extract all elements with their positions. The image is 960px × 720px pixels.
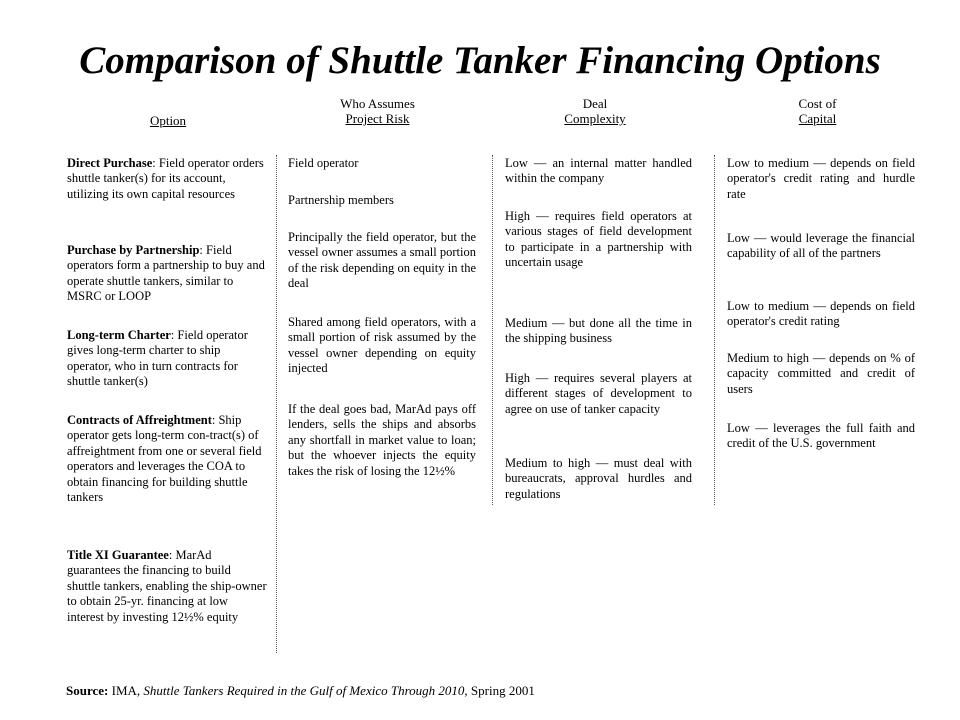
complexity-cell: High — requires field operators at various stages of field development to participate in a partnership with uncertain usage	[505, 209, 692, 270]
option-desc: Field operator gives long-term charter to ship operator, who in turn contracts for shuttle tanker(s)	[67, 328, 248, 389]
option-name: Title XI Guarantee	[67, 548, 169, 562]
risk-cell: Principally the field operator, but the vessel owner assumes a small portion of the risk depending on equity in the deal	[288, 230, 476, 291]
risk-cell: Partnership members	[288, 193, 394, 207]
option-name: Long-term Charter	[67, 328, 171, 342]
option-contracts-of-affreightment	[67, 413, 267, 548]
complexity-cell: High — requires several players at different stages of development to agree on use of tanker capacity	[505, 371, 692, 416]
option-sep: :	[211, 413, 216, 427]
option-desc: MarAd guarantees the financing to build shuttle tankers, enabling the ship-owner to obtain 25-yr. financing at low interest by investing 12½% equity	[67, 548, 267, 624]
header-risk-line-1: Who Assumes	[340, 96, 415, 111]
complexity-cell: Low — an internal matter handled within the company	[505, 156, 692, 186]
complexity-cell: Medium to high — must deal with bureaucrats, approval hurdles and regulations	[505, 456, 692, 501]
option-column	[67, 156, 267, 625]
column-divider	[492, 155, 493, 505]
cost-cell: Low — would leverage the financial capability of all of the partners	[727, 231, 915, 261]
source-publication: Shuttle Tankers Required in the Gulf of Mexico Through 2010	[143, 683, 465, 698]
header-complexity	[535, 96, 655, 126]
column-divider	[276, 155, 277, 653]
risk-cell: Shared among field operators, with a small portion of risk assumed by the vessel owner depending on equity injected	[288, 315, 476, 376]
header-option-line-1: Option	[149, 113, 187, 128]
source-label: Source:	[66, 683, 109, 698]
option-name: Contracts of Affreightment	[67, 413, 212, 427]
header-cost	[770, 96, 865, 126]
complexity-column	[505, 156, 692, 502]
header-cost-line-2: Capital	[798, 111, 837, 126]
column-divider	[714, 155, 715, 505]
page-title: Comparison of Shuttle Tanker Financing Options	[79, 39, 881, 82]
source-citation	[66, 683, 535, 699]
option-sep: :	[199, 243, 203, 257]
header-option	[118, 113, 218, 128]
option-desc: Ship operator gets long-term con-tract(s) of affreightment from one or several field operators and leverages the COA to obtain financing for building shuttle tankers	[67, 413, 262, 505]
option-title-xi-guarantee	[67, 548, 267, 625]
risk-cell: Field operator	[288, 156, 359, 170]
cost-cell: Medium to high — depends on % of capacity committed and credit of users	[727, 351, 915, 396]
option-sep: :	[152, 156, 156, 170]
source-date: , Spring 2001	[464, 683, 535, 698]
source-org: IMA,	[108, 683, 144, 698]
cost-cell: Low to medium — depends on field operator's credit rating and hurdle rate	[727, 156, 915, 201]
option-sep: :	[170, 328, 175, 342]
header-risk-line-2: Project Risk	[345, 111, 410, 126]
option-sep: :	[168, 548, 173, 562]
option-long-term-charter	[67, 328, 267, 413]
option-desc: Field operator orders shuttle tanker(s) for its account, utilizing its own capital resources	[67, 156, 264, 201]
risk-column	[288, 156, 476, 479]
header-risk	[300, 96, 455, 126]
option-name: Direct Purchase	[67, 156, 153, 170]
complexity-cell: Medium — but done all the time in the shipping business	[505, 316, 692, 346]
option-name: Purchase by Partnership	[67, 243, 200, 257]
option-purchase-by-partnership	[67, 243, 267, 328]
option-direct-purchase	[67, 156, 267, 243]
cost-column	[727, 156, 915, 452]
header-complexity-line-1: Deal	[582, 96, 608, 111]
option-desc: Field operators form a partnership to buy and operate shuttle tankers, similar to MSRC or LOOP	[67, 243, 265, 304]
header-cost-line-1: Cost of	[798, 96, 837, 111]
risk-cell: If the deal goes bad, MarAd pays off lenders, sells the ships and absorbs any shortfall in market value to loan; but the whoever injects the equity takes the risk of losing the 12½%	[288, 402, 476, 478]
cost-cell: Low to medium — depends on field operator's credit rating	[727, 299, 915, 329]
header-complexity-line-2: Complexity	[564, 111, 626, 126]
cost-cell: Low — leverages the full faith and credit of the U.S. government	[727, 421, 915, 451]
